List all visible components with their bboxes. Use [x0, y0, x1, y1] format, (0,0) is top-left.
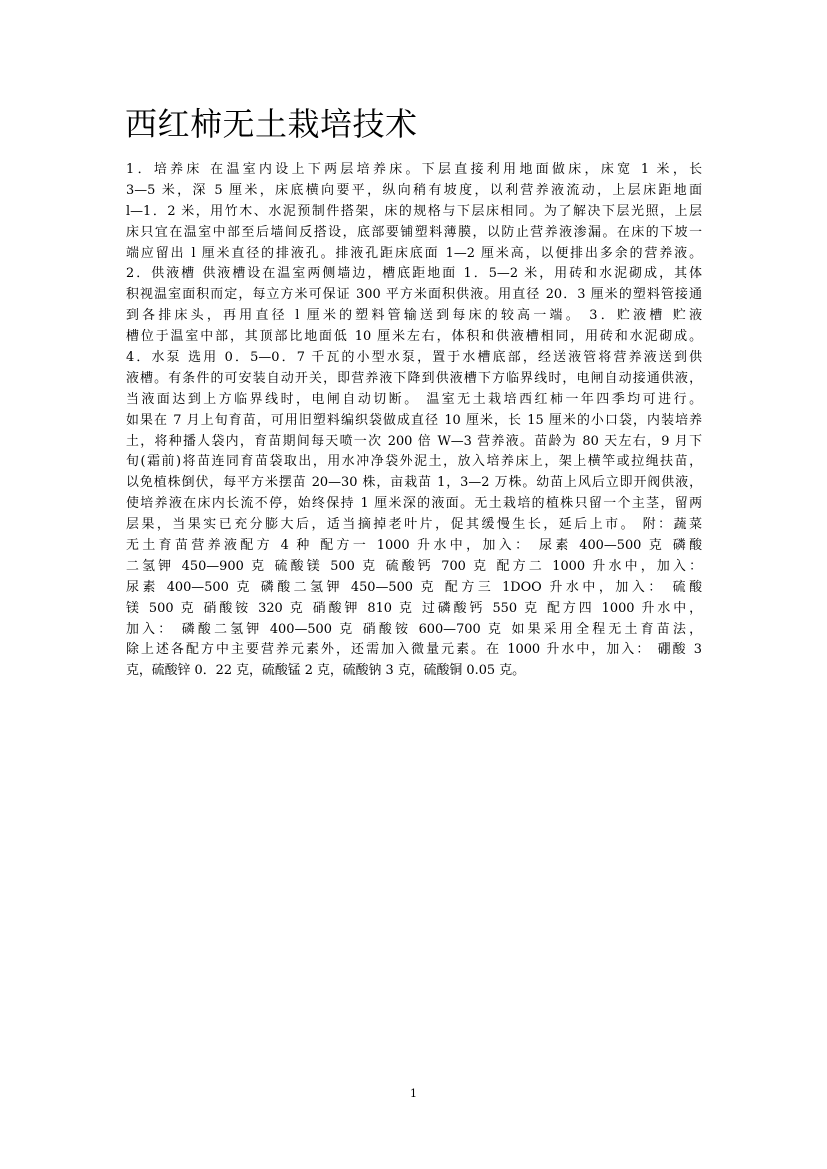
text-line: 积视温室面积而定，每立方米可保证 300 平方米面积供液。用直径 20．3 厘米的塑料管接通	[126, 287, 702, 303]
text-line: l—1．2 米，用竹木、水泥预制件搭架，床的规格与下层床相同。为了解决下层光照，上层	[126, 203, 702, 219]
body-text	[126, 160, 702, 682]
text-line: 2．供液槽 供液槽设在温室两侧墙边，槽底距地面 1．5—2 米，用砖和水泥砌成，其体	[126, 266, 702, 282]
text-line: 床只宜在温室中部至后墙间反搭设，底部要铺塑料薄膜，以防止营养液渗漏。在床的下坡一	[126, 224, 702, 240]
text-line: 尿素 400—500 克 磷酸二氢钾 450—500 克 配方三 1DOO 升水中，加入： 硫酸	[126, 579, 702, 595]
text-line: 当液面达到上方临界线时，电闸自动切断。 温室无土栽培西红柿一年四季均可进行。	[126, 391, 702, 407]
text-line: 层果，当果实已充分膨大后，适当摘掉老叶片，促其缓慢生长，延后上市。 附：蔬菜	[126, 517, 702, 533]
text-line: 如果在 7 月上旬育苗，可用旧塑料编织袋做成直径 10 厘米，长 15 厘米的小口袋，内装培养	[126, 412, 702, 428]
text-line: 4．水泵 选用 0．5—0．7 千瓦的小型水泵，置于水槽底部，经送液管将营养液送到供	[126, 350, 702, 366]
text-line: 土，将种播人袋内，育苗期间每天喷一次 200 倍 W—3 营养液。苗龄为 80 天左右，9 月下	[126, 433, 702, 449]
document-title: 西红柿无土栽培技术	[125, 105, 418, 143]
text-line: 二氢钾 450—900 克 硫酸镁 500 克 硫酸钙 700 克 配方二 1000 升水中，加入：	[126, 558, 702, 574]
text-line: 3—5 米，深 5 厘米，床底横向要平，纵向稍有坡度，以利营养液流动，上层床距地面	[126, 182, 702, 198]
text-line: 除上述各配方中主要营养元素外，还需加入微量元素。在 1000 升水中，加入： 硼酸 3	[126, 642, 702, 658]
text-line: 以免植株倒伏，每平方米摆苗 20—30 株，亩栽苗 1，3—2 万株。幼苗上风后立即开阀供液，	[126, 475, 702, 491]
text-line: 镁 500 克 硝酸铵 320 克 硝酸钾 810 克 过磷酸钙 550 克 配方四 1000 升水中，	[126, 600, 702, 616]
text-line: 旬(霜前)将苗连同育苗袋取出，用水冲净袋外泥土，放入培养床上，架上横竿或拉绳扶苗，	[126, 454, 702, 470]
text-line: 液槽。有条件的可安装自动开关，即营养液下降到供液槽下方临界线时，电闸自动接通供液，	[126, 370, 702, 386]
text-line: 无土育苗营养液配方 4 种 配方一 1000 升水中，加入： 尿素 400—500 克 磷酸	[126, 538, 702, 554]
text-line: 加入： 磷酸二氢钾 400—500 克 硝酸铵 600—700 克 如果采用全程无土育苗法，	[126, 621, 702, 637]
text-line: 克，硫酸锌 0．22 克，硫酸锰 2 克，硫酸钠 3 克，硫酸铜 0.05 克。	[126, 663, 525, 679]
text-line: 端应留出 l 厘米直径的排液孔。排液孔距床底面 1—2 厘米高，以便排出多余的营养液。	[126, 245, 702, 261]
text-line: 1．培养床 在温室内设上下两层培养床。下层直接利用地面做床，床宽 1 米，长	[126, 162, 702, 177]
text-line: 槽位于温室中部，其顶部比地面低 10 厘米左右，体积和供液槽相同，用砖和水泥砌成。	[126, 329, 702, 345]
text-line: 到各排床头，再用直径 l 厘米的塑料管输送到每床的较高一端。 3．贮液槽 贮液	[126, 308, 702, 324]
page-number: 1	[410, 1087, 417, 1100]
text-line: 使培养液在床内长流不停，始终保持 1 厘米深的液面。无土栽培的植株只留一个主茎，留两	[126, 496, 702, 512]
